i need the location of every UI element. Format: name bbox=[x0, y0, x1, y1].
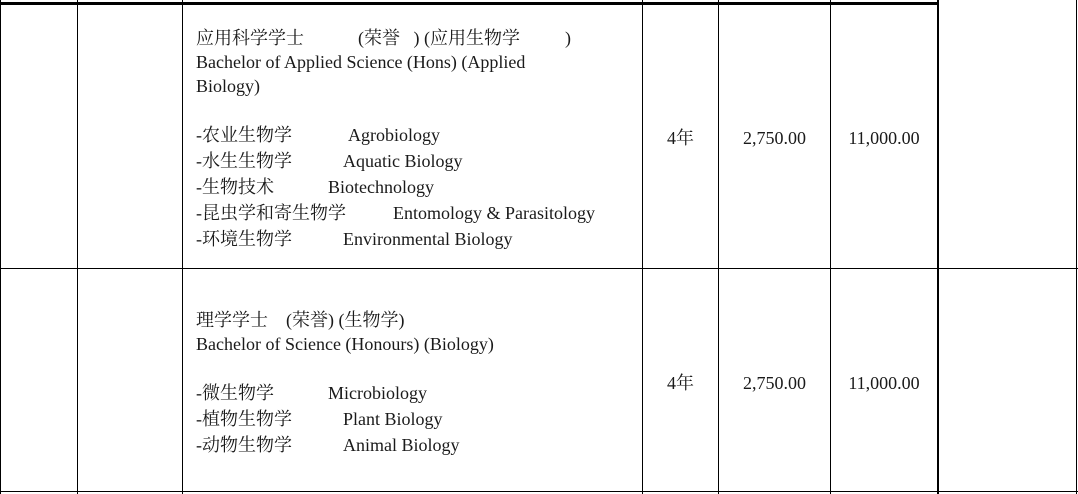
specialization-en: Environmental Biology bbox=[343, 229, 513, 249]
specialization-item bbox=[196, 432, 636, 458]
specialization-item bbox=[196, 122, 636, 148]
fee-total-cell: 11,000.00 bbox=[848, 373, 920, 393]
specialization-item bbox=[196, 200, 636, 226]
column-divider bbox=[937, 0, 939, 494]
program-title-en: Bachelor of Applied Science (Hons) (Applied bbox=[196, 52, 526, 72]
specialization-en: Biotechnology bbox=[328, 177, 434, 197]
column-divider bbox=[830, 0, 831, 494]
column-divider bbox=[718, 0, 719, 494]
specialization-item bbox=[196, 174, 636, 200]
specialization-cn: -昆虫学和寄生物学 bbox=[196, 203, 346, 223]
column-divider bbox=[1076, 0, 1077, 494]
specialization-cn: -微生物学 bbox=[196, 383, 274, 403]
specialization-cn: -水生生物学 bbox=[196, 151, 292, 171]
specialization-item bbox=[196, 226, 636, 252]
fee-per-year-cell: 2,750.00 bbox=[743, 373, 806, 393]
specialization-item bbox=[196, 406, 636, 432]
column-divider bbox=[182, 0, 183, 494]
program-cell bbox=[196, 26, 636, 252]
specialization-cn: -植物生物学 bbox=[196, 409, 292, 429]
column-divider bbox=[0, 0, 1, 494]
specialization-cn: -生物技术 bbox=[196, 177, 274, 197]
specialization-en: Entomology & Parasitology bbox=[393, 203, 595, 223]
specialization-cn: -环境生物学 bbox=[196, 229, 292, 249]
specialization-en: Agrobiology bbox=[348, 125, 440, 145]
specialization-item bbox=[196, 380, 636, 406]
program-title-en: Bachelor of Science (Honours) (Biology) bbox=[196, 334, 494, 354]
program-title-cn: 应用科学学士 (荣誉 ) (应用生物学 ) bbox=[196, 28, 571, 48]
specialization-item bbox=[196, 148, 636, 174]
table-top-border bbox=[0, 2, 938, 5]
table-bottom-border bbox=[0, 491, 1078, 492]
specialization-en: Animal Biology bbox=[343, 435, 460, 455]
program-title-cn: 理学学士 (荣誉) (生物学) bbox=[196, 310, 405, 330]
fee-total-cell: 11,000.00 bbox=[848, 128, 920, 148]
program-title-en-cont: Biology) bbox=[196, 76, 261, 96]
specialization-cn: -农业生物学 bbox=[196, 125, 292, 145]
column-divider bbox=[77, 0, 78, 494]
duration-cell: 4年 bbox=[667, 128, 694, 148]
specialization-en: Plant Biology bbox=[343, 409, 443, 429]
row-divider bbox=[0, 268, 1078, 269]
fee-per-year-cell: 2,750.00 bbox=[743, 128, 806, 148]
duration-cell: 4年 bbox=[667, 373, 694, 393]
column-divider bbox=[642, 0, 643, 494]
specialization-en: Microbiology bbox=[328, 383, 427, 403]
specialization-cn: -动物生物学 bbox=[196, 435, 292, 455]
program-cell bbox=[196, 308, 636, 458]
specialization-en: Aquatic Biology bbox=[343, 151, 463, 171]
